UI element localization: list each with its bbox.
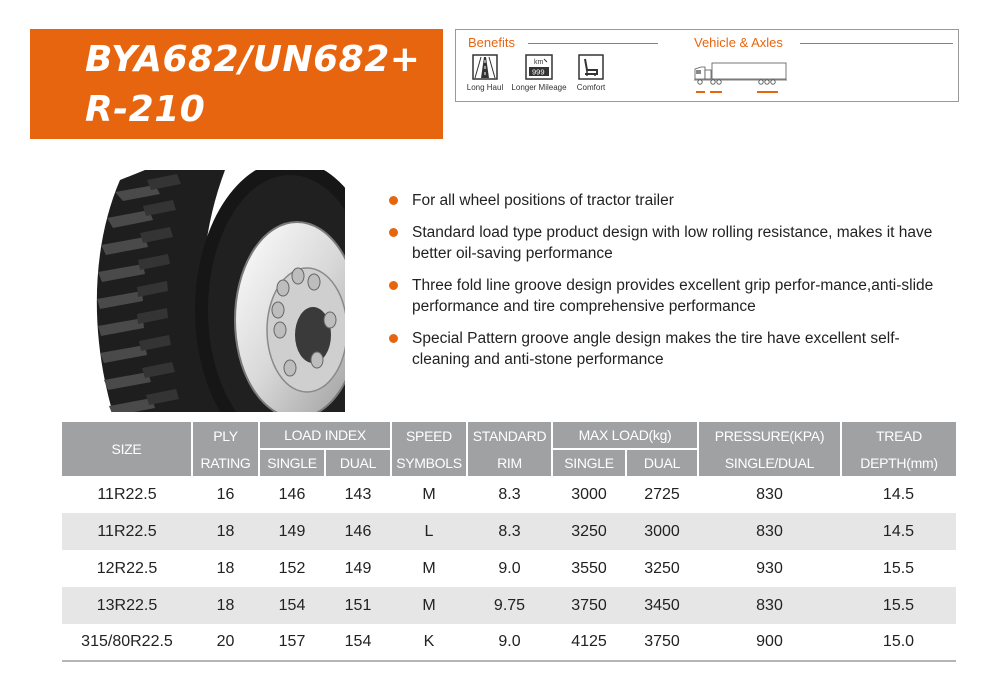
cell-max-dual: 3000 [626, 513, 698, 550]
cell-max-single: 3250 [552, 513, 626, 550]
cell-speed: M [422, 559, 436, 577]
header-single-dual: SINGLE/DUAL [698, 449, 841, 476]
long-haul-road-icon [472, 54, 498, 80]
header-load-dual: DUAL [325, 449, 391, 476]
cell-load-dual: 151 [325, 587, 391, 624]
odometer-icon [525, 54, 553, 80]
product-model-title: BYA682/UN682+ [85, 39, 421, 80]
cell-tread: 15.5 [841, 587, 956, 624]
bullet-dot-icon [389, 281, 398, 290]
feature-item-text: Standard load type product design with low rolling resistance, makes it have better oil-saving performance [412, 224, 933, 262]
cell-load-single: 157 [259, 624, 325, 661]
comfort-seat-icon [578, 54, 604, 80]
table-row [62, 624, 956, 661]
benefit-longer-mileage [511, 54, 567, 92]
cell-max-dual: 3750 [626, 624, 698, 661]
cell-tread: 15.5 [882, 559, 915, 577]
cell-ply: 18 [216, 559, 235, 577]
feature-list [386, 190, 946, 381]
vehicle-axles-divider [800, 43, 953, 44]
benefit-long-haul [458, 54, 512, 92]
feature-item [386, 275, 946, 317]
cell-ply: 16 [216, 485, 235, 503]
cell-rim: 9.0 [467, 624, 552, 661]
header-rating: RATING [192, 449, 259, 476]
cell-max-single: 3550 [571, 559, 607, 577]
cell-max-single: 4125 [552, 624, 626, 661]
features-box [455, 29, 959, 102]
cell-max-dual: 3450 [626, 587, 698, 624]
table-row [62, 550, 956, 587]
bullet-dot-icon [389, 196, 398, 205]
benefit-long-haul-label: Long Haul [466, 83, 504, 92]
header-load-index: LOAD INDEX [259, 422, 391, 449]
bullet-dot-icon [389, 334, 398, 343]
header-ply: PLY [192, 422, 259, 449]
header-depth: DEPTH(mm) [841, 449, 956, 476]
tractor-trailer-icon [692, 58, 792, 98]
product-title-banner [30, 29, 443, 139]
cell-size: 11R22.5 [97, 485, 157, 503]
odometer-value: 999 [532, 67, 545, 77]
bullet-dot-icon [389, 228, 398, 237]
cell-rim: 9.0 [498, 559, 521, 577]
feature-item-text: Special Pattern groove angle design makes the tire have excellent self-cleaning and anti-stone performance [412, 330, 900, 368]
header-standard: STANDARD [467, 422, 552, 449]
cell-load-dual: 143 [344, 485, 372, 503]
cell-max-single: 3000 [571, 485, 607, 503]
benefit-comfort-label: Comfort [576, 83, 606, 92]
header-speed: SPEED [391, 422, 467, 449]
cell-load-dual: 149 [344, 559, 372, 577]
cell-pressure: 830 [698, 587, 841, 624]
cell-pressure: 900 [698, 624, 841, 661]
cell-rim: 8.3 [467, 513, 552, 550]
header-symbols: SYMBOLS [391, 449, 467, 476]
header-rim: RIM [467, 449, 552, 476]
cell-speed: M [422, 485, 436, 503]
cell-size: 11R22.5 [62, 513, 192, 550]
header-load-single: SINGLE [259, 449, 325, 476]
cell-load-single: 154 [259, 587, 325, 624]
cell-pressure: 830 [698, 513, 841, 550]
specification-table [62, 422, 956, 662]
cell-tread: 15.0 [841, 624, 956, 661]
product-model-subtitle: R-210 [85, 89, 206, 130]
feature-item [386, 328, 946, 370]
header-max-single: SINGLE [552, 449, 626, 476]
steer-axle-marker [696, 91, 705, 93]
cell-speed: K [391, 624, 467, 661]
truck-tire-icon [85, 170, 345, 412]
cell-load-dual: 154 [325, 624, 391, 661]
cell-size: 13R22.5 [62, 587, 192, 624]
cell-speed: L [391, 513, 467, 550]
cell-tread: 14.5 [882, 485, 915, 503]
feature-item [386, 222, 946, 264]
cell-ply: 20 [192, 624, 259, 661]
cell-speed: M [391, 587, 467, 624]
cell-load-dual: 146 [325, 513, 391, 550]
tire-product-image [85, 170, 345, 412]
cell-load-single: 152 [278, 559, 306, 577]
header-max-dual: DUAL [626, 449, 698, 476]
feature-item [386, 190, 946, 211]
cell-rim: 8.3 [498, 485, 521, 503]
cell-load-single: 146 [278, 485, 306, 503]
trailer-axle-marker [757, 91, 778, 93]
vehicle-axles-heading: Vehicle & Axles [694, 35, 783, 50]
cell-ply: 18 [192, 587, 259, 624]
cell-pressure: 930 [756, 559, 783, 577]
header-max-load: MAX LOAD(kg) [552, 422, 698, 449]
header-pressure: PRESSURE(KPA) [698, 422, 841, 449]
table-row [62, 513, 956, 550]
feature-item-text: Three fold line groove design provides excellent grip perfor-mance,anti-slide performance and tire comprehensive performance [412, 277, 934, 315]
odometer-unit: km [534, 59, 544, 66]
table-row [62, 476, 956, 513]
header-tread: TREAD [841, 422, 956, 449]
cell-size: 315/80R22.5 [62, 624, 192, 661]
header-size: SIZE [62, 422, 192, 476]
feature-item-text: For all wheel positions of tractor trailer [412, 192, 674, 209]
benefits-heading: Benefits [468, 35, 515, 50]
cell-tread: 14.5 [841, 513, 956, 550]
drive-axle-marker [710, 91, 722, 93]
cell-load-single: 149 [259, 513, 325, 550]
cell-max-dual: 3250 [644, 559, 680, 577]
cell-max-single: 3750 [552, 587, 626, 624]
benefit-longer-mileage-label: Longer Mileage [511, 83, 567, 92]
cell-rim: 9.75 [467, 587, 552, 624]
cell-size: 12R22.5 [96, 559, 158, 577]
benefit-comfort [564, 54, 618, 92]
cell-max-dual: 2725 [644, 485, 680, 503]
cell-pressure: 830 [756, 485, 783, 503]
cell-ply: 18 [192, 513, 259, 550]
table-row [62, 587, 956, 624]
benefits-divider [528, 43, 658, 44]
